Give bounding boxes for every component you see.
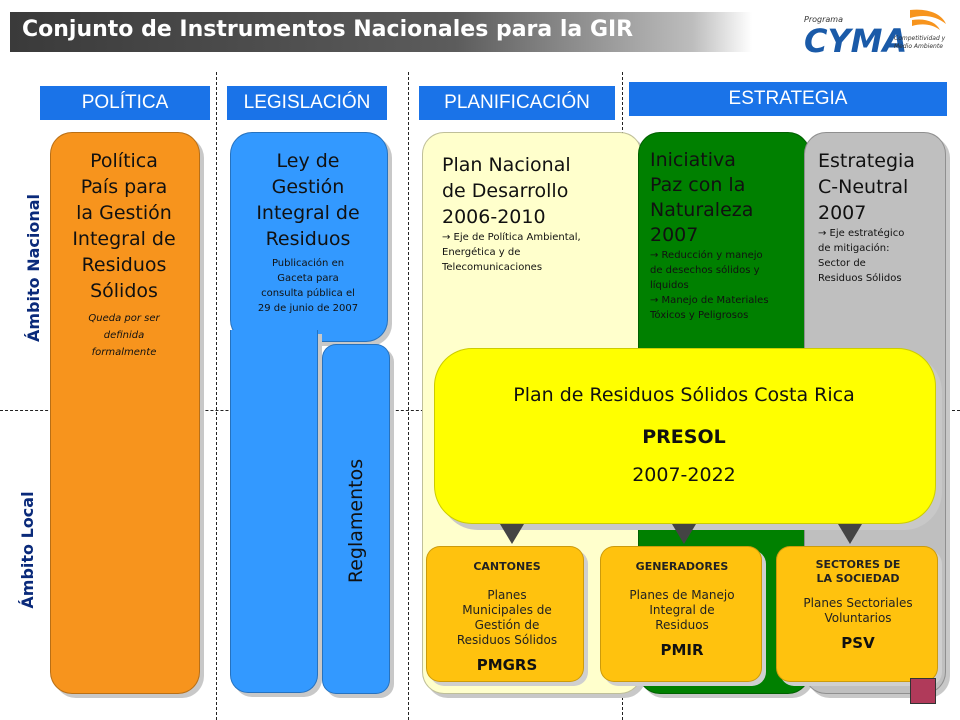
ley-line-3: Integral de bbox=[256, 202, 360, 224]
generadores-head: GENERADORES bbox=[635, 560, 729, 573]
corner-square bbox=[910, 678, 936, 704]
politica-line-1: Política bbox=[90, 150, 158, 172]
plan-line-3: 2006-2010 bbox=[442, 206, 546, 228]
iniciativa-note-4: → Manejo de Materiales bbox=[650, 295, 769, 306]
iniciativa-note-1: → Reducción y manejo bbox=[650, 250, 763, 261]
politica-line-6: Sólidos bbox=[90, 280, 158, 302]
arrow-down-icon bbox=[500, 524, 524, 544]
politica-text bbox=[50, 148, 198, 361]
header-planificacion: PLANIFICACIÓN bbox=[419, 86, 615, 120]
divider-1 bbox=[216, 72, 217, 720]
arrow-down-icon bbox=[838, 524, 862, 544]
plan-line-2: de Desarrollo bbox=[442, 180, 569, 202]
presol-text bbox=[434, 380, 934, 490]
generadores-text bbox=[600, 560, 764, 659]
politica-line-2: País para bbox=[80, 176, 168, 198]
cantones-text bbox=[426, 560, 588, 674]
politica-line-3: la Gestión bbox=[76, 202, 172, 224]
ley-note-3: consulta pública el bbox=[261, 288, 355, 299]
page-title: Conjunto de Instrumentos Nacionales para la GIR bbox=[22, 17, 634, 42]
sectores-abbr: PSV bbox=[841, 634, 875, 652]
logo-program-text: Programa bbox=[804, 15, 843, 24]
ley-line-1: Ley de bbox=[276, 150, 340, 172]
iniciativa-line-1: Iniciativa bbox=[650, 149, 736, 171]
sectores-head-1: SECTORES DE bbox=[815, 558, 901, 571]
iniciativa-note-2: de desechos sólidos y bbox=[650, 265, 760, 276]
iniciativa-line-4: 2007 bbox=[650, 224, 699, 246]
generadores-body-2: Integral de bbox=[649, 603, 715, 617]
estrategia-note-2: de mitigación: bbox=[818, 243, 890, 254]
cantones-abbr: PMGRS bbox=[476, 656, 538, 674]
ley-line-4: Residuos bbox=[265, 228, 351, 250]
logo-tagline-2: Medio Ambiente bbox=[894, 43, 943, 50]
iniciativa-text bbox=[650, 148, 800, 323]
presol-line-2: PRESOL bbox=[642, 426, 726, 448]
estrategia-text bbox=[818, 148, 942, 286]
ley-note-1: Publicación en bbox=[271, 258, 345, 269]
generadores-abbr: PMIR bbox=[660, 641, 704, 659]
ley-note-4: 29 de junio de 2007 bbox=[257, 303, 359, 314]
estrategia-line-2: C-Neutral bbox=[818, 176, 909, 198]
cantones-body-4: Residuos Sólidos bbox=[456, 633, 558, 647]
estrategia-note-3: Sector de bbox=[818, 258, 866, 269]
politica-note-3: formalmente bbox=[91, 347, 157, 358]
scope-local-label: Ámbito Local bbox=[18, 491, 37, 609]
iniciativa-line-2: Paz con la bbox=[650, 174, 746, 196]
presol-line-3: 2007-2022 bbox=[632, 464, 736, 486]
politica-line-4: Integral de bbox=[72, 228, 176, 250]
generadores-body-1: Planes de Manejo bbox=[629, 588, 735, 602]
ley-note-2: Gaceta para bbox=[277, 273, 339, 284]
plan-note-1: → Eje de Política Ambiental, bbox=[442, 232, 581, 243]
plan-note-3: Telecomunicaciones bbox=[442, 262, 543, 273]
reglamentos-label: Reglamentos bbox=[345, 458, 367, 584]
sectores-text bbox=[776, 558, 940, 652]
cyma-logo-graphic bbox=[760, 6, 950, 64]
header-estrategia: ESTRATEGIA bbox=[629, 82, 947, 116]
plan-line-1: Plan Nacional bbox=[442, 154, 571, 176]
estrategia-line-3: 2007 bbox=[818, 202, 867, 224]
politica-note-1: Queda por ser bbox=[88, 313, 160, 324]
cantones-body-1: Planes bbox=[487, 588, 527, 602]
estrategia-line-1: Estrategia bbox=[818, 150, 915, 172]
cantones-body-2: Municipales de bbox=[462, 603, 552, 617]
arrow-down-icon bbox=[672, 524, 696, 544]
ley-text bbox=[230, 148, 386, 316]
plan-note-2: Energética y de bbox=[442, 247, 521, 258]
sectores-body-1: Planes Sectoriales bbox=[803, 596, 913, 610]
estrategia-note-1: → Eje estratégico bbox=[818, 228, 905, 239]
politica-line-5: Residuos bbox=[81, 254, 167, 276]
iniciativa-line-3: Naturaleza bbox=[650, 199, 754, 221]
iniciativa-note-3: líquidos bbox=[650, 280, 689, 291]
plan-nacional-text bbox=[442, 152, 632, 275]
header-legislacion: LEGISLACIÓN bbox=[227, 86, 387, 120]
sectores-head-2: LA SOCIEDAD bbox=[816, 572, 900, 585]
divider-2 bbox=[408, 72, 409, 720]
sectores-body-2: Voluntarios bbox=[824, 611, 892, 625]
generadores-body-3: Residuos bbox=[655, 618, 709, 632]
ley-line-2: Gestión bbox=[271, 176, 345, 198]
estrategia-note-4: Residuos Sólidos bbox=[818, 273, 902, 284]
cantones-head: CANTONES bbox=[473, 560, 541, 573]
iniciativa-note-5: Tóxicos y Peligrosos bbox=[650, 310, 749, 321]
logo-brand-text: CYMA bbox=[804, 22, 908, 60]
ley-card-stem bbox=[230, 330, 318, 693]
logo-tagline-1: Competitividad y bbox=[894, 35, 946, 42]
header-politica: POLÍTICA bbox=[40, 86, 210, 120]
presol-line-1: Plan de Residuos Sólidos Costa Rica bbox=[513, 384, 855, 406]
cantones-body-3: Gestión de bbox=[474, 618, 540, 632]
scope-national-label: Ámbito Nacional bbox=[24, 193, 43, 342]
politica-note-2: definida bbox=[103, 330, 145, 341]
cyma-logo bbox=[760, 6, 950, 64]
